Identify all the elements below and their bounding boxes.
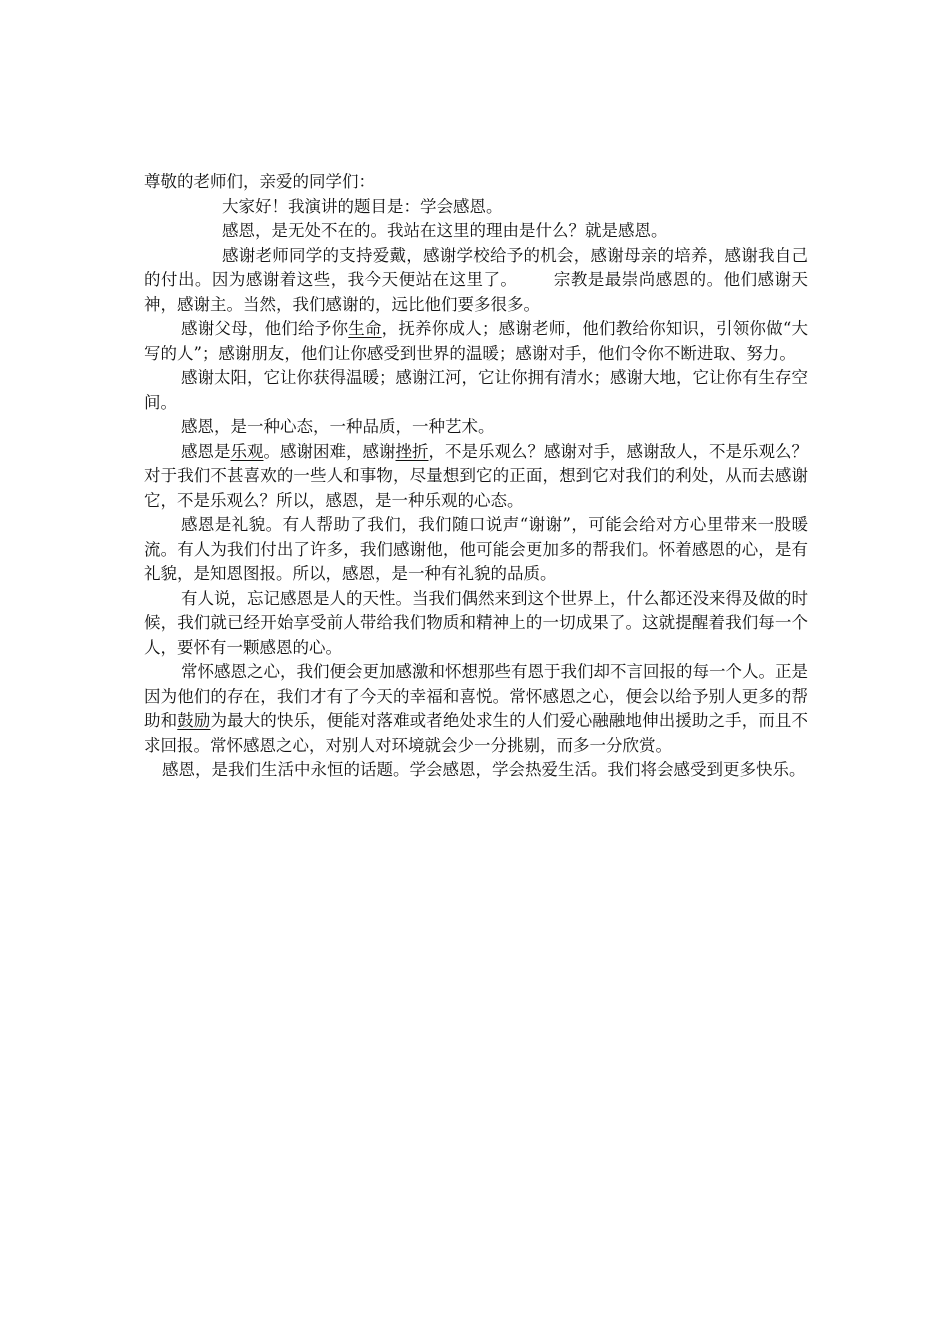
- paragraph-thanks-parents: [144, 317, 808, 366]
- underlined-word-life: 生命: [348, 319, 382, 338]
- paragraph-thanks-teachers-text: 感谢老师同学的支持爱戴，感谢学校给予的机会，感谢母亲的培养，感谢我自己的付出。因为感谢着这些，我今天便站在这里了。: [144, 245, 808, 289]
- paragraph-greeting: 大家好！我演讲的题目是：学会感恩。: [222, 196, 503, 216]
- underlined-word-optimism: 乐观: [230, 441, 264, 461]
- paragraph-religion-text: 宗教是最崇尚感恩的。他们感谢天神，感谢主。当然，我们感谢的，远比他们要多很多。: [144, 270, 809, 314]
- paragraph-optimism: [144, 440, 808, 514]
- underlined-word-setback: 挫折: [395, 441, 429, 461]
- text-segment: 。感谢困难，感谢: [263, 441, 396, 461]
- paragraph-human-nature: 有人说，忘记感恩是人的天性。当我们偶然来到这个世界上，什么都还没来得及做的时候，我们就已经开始享受前人带给我们物质和精神上的一切成果了。这就提醒着我们每一个人，要怀有一颗感恩的心。: [144, 588, 808, 657]
- text-segment: 感恩是: [181, 441, 231, 461]
- paragraph-thanks-teachers: [144, 244, 808, 318]
- paragraph-thanks-nature: 感谢太阳，它让你获得温暖；感谢江河，它让你拥有清水；感谢大地，它让你有生存空间。: [144, 368, 808, 412]
- underlined-word-encouragement: 鼓励: [177, 711, 211, 730]
- paragraph-gratitude-everywhere: 感恩，是无处不在的。我站在这里的理由是什么？就是感恩。: [222, 221, 668, 240]
- text-segment: ，不是乐观么？感谢对手，感谢敌人，不是乐观么？对于我们不甚喜欢的一些人和事物，尽量想到它的正面，想到它对我们的利处，从而去感谢它，不是乐观么？所以，感恩，是一种乐观的心态。: [144, 441, 808, 510]
- paragraph-conclusion: 感恩，是我们生活中永恒的话题。学会感恩，学会热爱生活。我们将会感受到更多快乐。: [162, 760, 806, 779]
- text-segment: 感谢父母，他们给予你: [181, 319, 349, 338]
- document-page: [144, 170, 808, 783]
- paragraph-grateful-heart: [144, 660, 808, 758]
- text-segment: 为最大的快乐，便能对落难或者绝处求生的人们爱心融融地伸出援助之手，而且不求回报。常怀感恩之心，对别人对环境就会少一分挑剔，而多一分欣赏。: [144, 711, 809, 755]
- text-segment: 常怀感恩之心，我们便会更加感激和怀想那些有恩于我们却不言回报的每一个人。正是因为他们的存在，我们才有了今天的幸福和喜悦。常怀感恩之心，便会以给予别人更多的帮助和: [144, 662, 808, 730]
- salutation: 尊敬的老师们，亲爱的同学们：: [144, 172, 375, 191]
- paragraph-politeness: 感恩是礼貌。有人帮助了我们，我们随口说声“谢谢”，可能会给对方心里带来一股暖流。有人为我们付出了许多，我们感谢他，他可能会更加多的帮我们。怀着感恩的心，是有礼貌，是知恩图报。所以，感恩，是一种有礼貌的品质。: [144, 515, 808, 583]
- paragraph-gratitude-definition: 感恩，是一种心态，一种品质，一种艺术。: [181, 417, 495, 436]
- text-segment: ，抚养你成人；感谢老师，他们教给你知识，引领你做“大写的人”；感谢朋友，他们让你感受到世界的温暖；感谢对手，他们令你不断进取、努力。: [144, 319, 809, 363]
